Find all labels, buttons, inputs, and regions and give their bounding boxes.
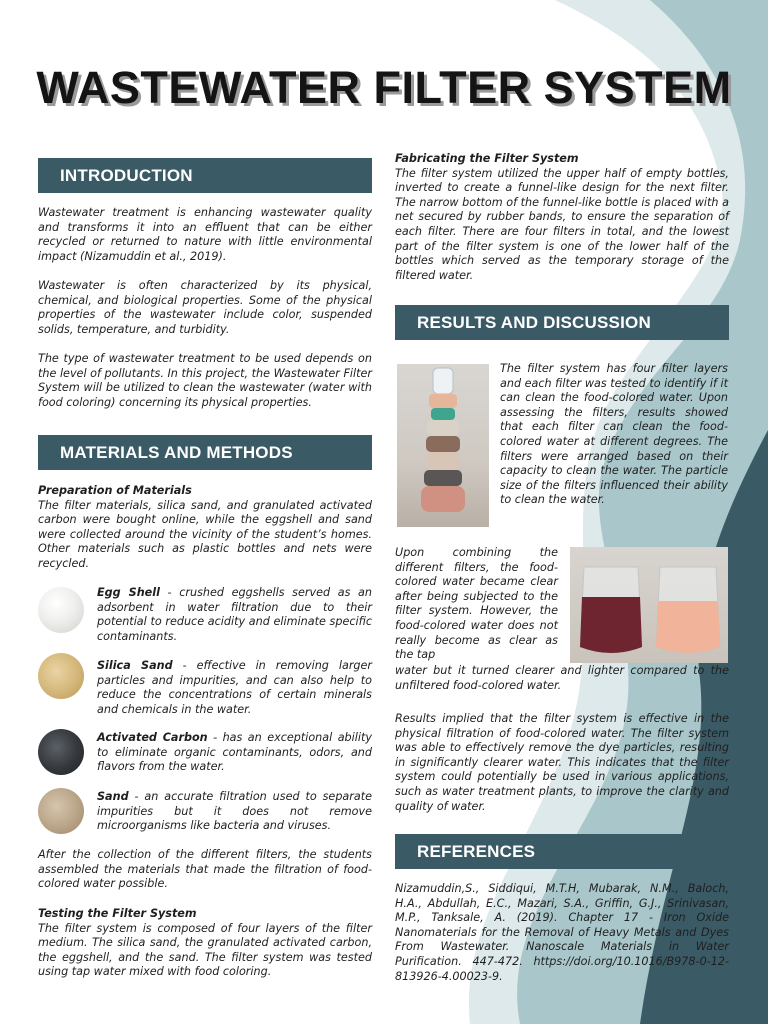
silica-sand-sample-image	[38, 653, 84, 699]
introduction-heading-text: INTRODUCTION	[60, 165, 193, 185]
material-description: - effective in removing larger particles and impurities, and can also help to reduce the concentrations of certain minerals and chemicals in the water.	[97, 659, 372, 716]
assembly-paragraph: After the collection of the different filters, the students assembled the materials that made the filtration of food-colored water possible.	[38, 848, 372, 891]
material-item-silica-sand	[97, 659, 372, 717]
material-description: - an accurate filtration used to separate impurities but it does not remove microorganisms like bacteria and viruses.	[97, 790, 372, 833]
results-paragraph-1: The filter system has four filter layers and each filter was tested to identify if it can clean the food-colored water. Upon assessing the filters, results showed that each filter can clean the food-colored water at different degrees. The filters were arranged based on their capacity to clean the water. The particle size of the filters influenced their ability to clean the water.	[500, 362, 728, 507]
material-item-sand	[97, 790, 372, 834]
references-heading-text: REFERENCES	[417, 841, 536, 861]
introduction-paragraph-1: Wastewater treatment is enhancing wastewater quality and transforms it into an effluent that can be either recycled or returned to nature with little environmental impact (Nizamuddin et al., 2019).	[38, 206, 372, 263]
references-heading	[395, 834, 729, 869]
eggshell-sample-image	[38, 587, 84, 633]
results-discussion-heading	[395, 305, 729, 340]
material-description: - crushed eggshells served as an adsorbent in water filtration due to their potential to reduce acidity and eliminate specific contaminants.	[97, 586, 372, 643]
preparation-subheading: Preparation of Materials	[38, 484, 192, 497]
poster-title: WASTEWATER FILTER SYSTEM	[36, 62, 732, 113]
results-paragraph-2-continued: water but it turned clearer and lighter compared to the unfiltered food-colored water.	[395, 664, 729, 692]
activated-carbon-sample-image	[38, 729, 84, 775]
introduction-heading	[38, 158, 372, 193]
sand-sample-image	[38, 788, 84, 834]
material-description: - has an exceptional ability to eliminate organic contaminants, odors, and flavors from the water.	[97, 731, 372, 774]
materials-methods-heading-text: MATERIALS AND METHODS	[60, 442, 293, 462]
material-item-activated-carbon	[97, 731, 372, 775]
material-name: Egg Shell	[97, 586, 160, 599]
water-comparison-photo	[570, 547, 728, 663]
testing-subheading: Testing the Filter System	[38, 907, 197, 920]
fabricating-section	[395, 152, 729, 283]
results-discussion-heading-text: RESULTS AND DISCUSSION	[417, 312, 651, 332]
materials-methods-heading	[38, 435, 372, 470]
introduction-paragraph-3: The type of wastewater treatment to be used depends on the level of pollutants. In this project, the Wastewater Filter System will be utilized to clean the wastewater (water with food coloring) concerning its physical properties.	[38, 352, 372, 409]
preparation-section	[38, 484, 372, 572]
fabricating-subheading: Fabricating the Filter System	[395, 152, 579, 165]
material-name: Silica Sand	[97, 659, 173, 672]
fabricating-text: The filter system utilized the upper half of empty bottles, inverted to create a funnel-like design for the next filter. The narrow bottom of the funnel-like bottle is placed with a net secured by rubber bands, to ensure the separation of each filter. There are four filters in total, and the lowest part of the filter system is one of the lower half of the bottles which served as the temporary storage of the filtered water.	[395, 166, 729, 282]
results-paragraph-2: Upon combining the different filters, the food-colored water became clear after being subjected to the filter system. However, the food-colored water does not really become as clear as the tap	[395, 546, 558, 662]
filter-system-photo	[397, 364, 489, 527]
testing-section	[38, 907, 372, 980]
material-name: Activated Carbon	[97, 731, 208, 744]
preparation-text: The filter materials, silica sand, and granulated activated carbon were bought online, while the eggshell and sand were collected around the vicinity of the student’s homes. Other materials such as plastic bottles and nets were recycled.	[38, 498, 372, 570]
introduction-paragraph-2: Wastewater is often characterized by its physical, chemical, and biological properties. Some of the physical properties of the wastewater include color, suspended solids, temperature, and turbidity.	[38, 279, 372, 336]
material-name: Sand	[97, 790, 129, 803]
material-item-eggshell	[97, 586, 372, 644]
reference-entry: Nizamuddin,S., Siddiqui, M.T.H, Mubarak, N.M., Baloch, H.A., Abdullah, E.C., Mazari, S.A., Griffin, G.J., Srinivasan, M.P., Tanksale, A. (2019). Chapter 17 - Iron Oxide Nanomaterials for the Removal of Heavy Metals and Dyes From Wastewater. Nanoscale Materials in Water Purification. 447-472. https://doi.org/10.1016/B978-0-12-813926-4.00023-9.	[395, 882, 729, 983]
testing-text: The filter system is composed of four layers of the filter medium. The silica sand, the granulated activated carbon, the eggshell, and the sand. The filter system was tested using tap water mixed with food coloring.	[38, 921, 372, 979]
results-paragraph-2a	[395, 546, 558, 663]
results-paragraph-3: Results implied that the filter system is effective in the physical filtration of food-colored water. The filter system was able to effectively remove the dye particles, resulting in significantly clearer water. This indicates that the filter system could potentially be used in various applications, such as water treatment plants, to improve the clarity and quality of water.	[395, 712, 729, 813]
